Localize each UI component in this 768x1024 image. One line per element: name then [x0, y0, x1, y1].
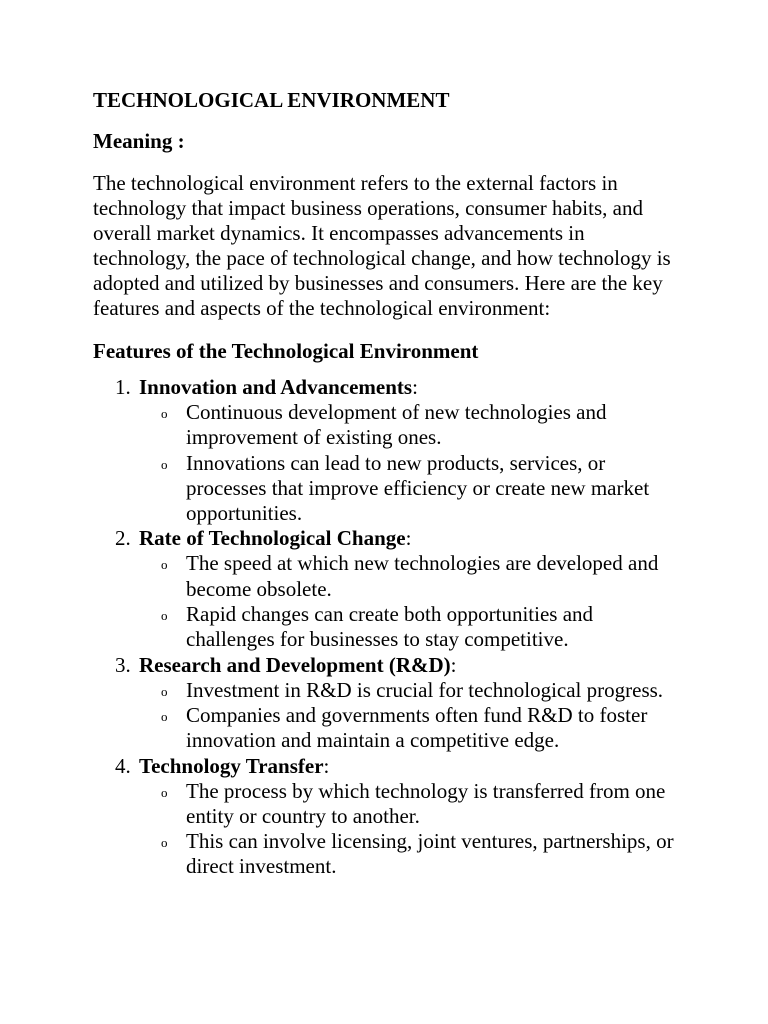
document-page: [93, 84, 683, 880]
feature-title-colon: :: [323, 753, 330, 778]
feature-item-innovation: [93, 375, 683, 526]
feature-points: [139, 551, 683, 652]
feature-point: [139, 678, 683, 703]
meaning-heading: Meaning :: [93, 129, 185, 153]
feature-point-text: Continuous development of new technologies and improvement of existing ones.: [186, 400, 607, 450]
feature-title: Innovation and Advancements: [139, 375, 413, 399]
feature-points: [139, 779, 683, 880]
feature-item-research-development: [93, 653, 683, 754]
feature-point: [139, 551, 683, 602]
feature-point: [139, 703, 683, 754]
feature-title-colon: :: [450, 652, 457, 677]
feature-point-text: This can involve licensing, joint ventures, partnerships, or direct investment.: [186, 829, 674, 879]
feature-points: [139, 678, 683, 754]
feature-point-text: Rapid changes can create both opportunities and challenges for businesses to stay competitive.: [186, 602, 594, 652]
hollow-bullet-icon: o: [161, 456, 168, 472]
feature-title-colon: :: [412, 375, 418, 399]
hollow-bullet-icon: o: [161, 406, 168, 421]
hollow-bullet-icon: o: [161, 835, 168, 851]
feature-title: Technology Transfer: [139, 753, 324, 778]
intro-paragraph: The technological environment refers to the external factors in technology that impact business operations, consumer habits, and overall market dynamics. It encompasses advancements in technology, the pace of technological change, and how technology is adopted and utilized by businesses and consumers. Here are the key features and aspects of the technological environment:: [93, 171, 671, 320]
feature-title-colon: :: [405, 526, 412, 551]
feature-number: 4.: [115, 753, 131, 778]
feature-title: Research and Development (R&D): [139, 652, 451, 677]
hollow-bullet-icon: o: [161, 708, 168, 724]
feature-point: [139, 829, 683, 880]
feature-title: Rate of Technological Change: [139, 526, 406, 551]
feature-point: [139, 451, 683, 527]
feature-point-text: Innovations can lead to new products, services, or processes that improve efficiency or create new market opportunities.: [186, 450, 650, 526]
features-list: [93, 375, 683, 880]
hollow-bullet-icon: o: [161, 608, 168, 624]
feature-point-text: Companies and governments often fund R&D to foster innovation and maintain a competitive edge.: [186, 702, 648, 753]
feature-number: 3.: [115, 652, 131, 677]
feature-point: [139, 602, 683, 653]
feature-points: [139, 400, 683, 526]
feature-point: [139, 779, 683, 830]
feature-number: 2.: [115, 526, 131, 551]
document-title: TECHNOLOGICAL ENVIRONMENT: [93, 88, 450, 112]
feature-point-text: The speed at which new technologies are developed and become obsolete.: [186, 551, 659, 601]
hollow-bullet-icon: o: [161, 683, 168, 699]
feature-item-technology-transfer: [93, 754, 683, 880]
features-heading: Features of the Technological Environment: [93, 339, 479, 363]
hollow-bullet-icon: o: [161, 784, 168, 800]
feature-point-text: Investment in R&D is crucial for technological progress.: [186, 677, 664, 702]
feature-point: [139, 400, 683, 451]
feature-number: 1.: [115, 375, 131, 399]
feature-item-rate-of-change: [93, 526, 683, 652]
feature-point-text: The process by which technology is transferred from one entity or country to another.: [186, 778, 666, 828]
hollow-bullet-icon: o: [161, 557, 168, 573]
